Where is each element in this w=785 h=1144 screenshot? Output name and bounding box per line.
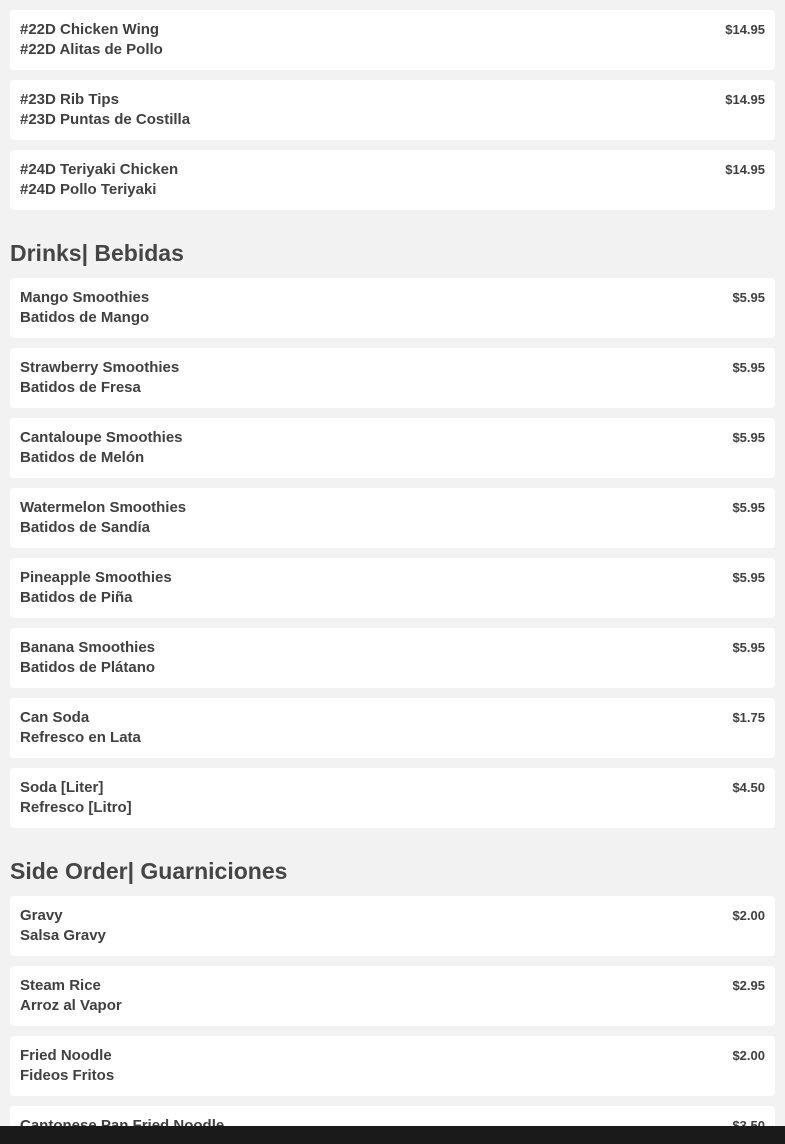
item-name-en: Mango Smoothies	[20, 289, 150, 306]
menu-item-card[interactable]	[10, 558, 775, 618]
item-name-es: #23D Puntas de Costilla	[20, 111, 191, 128]
item-price: $14.95	[725, 22, 765, 37]
item-price: $2.00	[732, 908, 765, 923]
section-title: Side Order| Guarniciones	[10, 858, 288, 884]
item-name-en: Cantaloupe Smoothies	[20, 429, 183, 446]
item-name-en: #22D Chicken Wing	[20, 21, 160, 38]
item-price: $2.95	[732, 978, 765, 993]
section-side-order	[0, 838, 785, 1144]
menu-item-card[interactable]	[10, 768, 775, 828]
item-price: $2.00	[732, 1048, 765, 1063]
item-price: $5.95	[732, 360, 765, 375]
menu-item-card[interactable]	[10, 10, 775, 70]
item-name-en: #23D Rib Tips	[20, 91, 119, 108]
menu-item-card[interactable]	[10, 628, 775, 688]
menu-item-card[interactable]	[10, 488, 775, 548]
menu-item-card[interactable]	[10, 1036, 775, 1096]
item-price: $5.95	[732, 430, 765, 445]
menu-item-card[interactable]	[10, 348, 775, 408]
menu-item-card[interactable]	[10, 418, 775, 478]
item-name-es: Batidos de Sandía	[20, 519, 151, 536]
item-name-en: Fried Noodle	[20, 1047, 112, 1064]
section-drinks	[0, 220, 785, 828]
item-price: $5.95	[732, 290, 765, 305]
item-name-en: Pineapple Smoothies	[20, 569, 172, 586]
item-name-es: Refresco en Lata	[20, 729, 141, 746]
item-name-en: Steam Rice	[20, 977, 101, 994]
item-name-es: Arroz al Vapor	[20, 997, 122, 1014]
item-name-es: Salsa Gravy	[20, 927, 106, 944]
item-name-es: #22D Alitas de Pollo	[20, 41, 163, 58]
section-title: Drinks| Bebidas	[10, 240, 184, 266]
item-price: $4.50	[732, 780, 765, 795]
item-name-en: Strawberry Smoothies	[20, 359, 180, 376]
item-name-es: #24D Pollo Teriyaki	[20, 181, 157, 198]
menu-item-card[interactable]	[10, 896, 775, 956]
menu-item-card[interactable]	[10, 698, 775, 758]
item-name-es: Refresco [Litro]	[20, 799, 132, 816]
item-name-es: Batidos de Melón	[20, 449, 145, 466]
bottom-bar	[0, 1126, 785, 1144]
item-name-es: Batidos de Fresa	[20, 379, 141, 396]
item-price: $5.95	[732, 570, 765, 585]
section-combos	[0, 0, 785, 210]
item-name-es: Fideos Fritos	[20, 1067, 115, 1084]
item-name-en: Can Soda	[20, 709, 90, 726]
item-price: $5.95	[732, 640, 765, 655]
item-name-es: Batidos de Piña	[20, 589, 133, 606]
menu-item-card[interactable]	[10, 966, 775, 1026]
item-name-en: Soda [Liter]	[20, 779, 104, 796]
item-name-en: Gravy	[20, 907, 63, 924]
item-name-es: Batidos de Plátano	[20, 659, 156, 676]
item-name-en: Watermelon Smoothies	[20, 499, 187, 516]
item-name-es: Batidos de Mango	[20, 309, 150, 326]
menu-item-card[interactable]	[10, 80, 775, 140]
menu-item-card[interactable]	[10, 278, 775, 338]
item-price: $14.95	[725, 162, 765, 177]
item-name-en: Banana Smoothies	[20, 639, 156, 656]
item-name-en: #24D Teriyaki Chicken	[20, 161, 179, 178]
item-price: $1.75	[732, 710, 765, 725]
item-price: $5.95	[732, 500, 765, 515]
item-price: $14.95	[725, 92, 765, 107]
menu-item-card[interactable]	[10, 150, 775, 210]
